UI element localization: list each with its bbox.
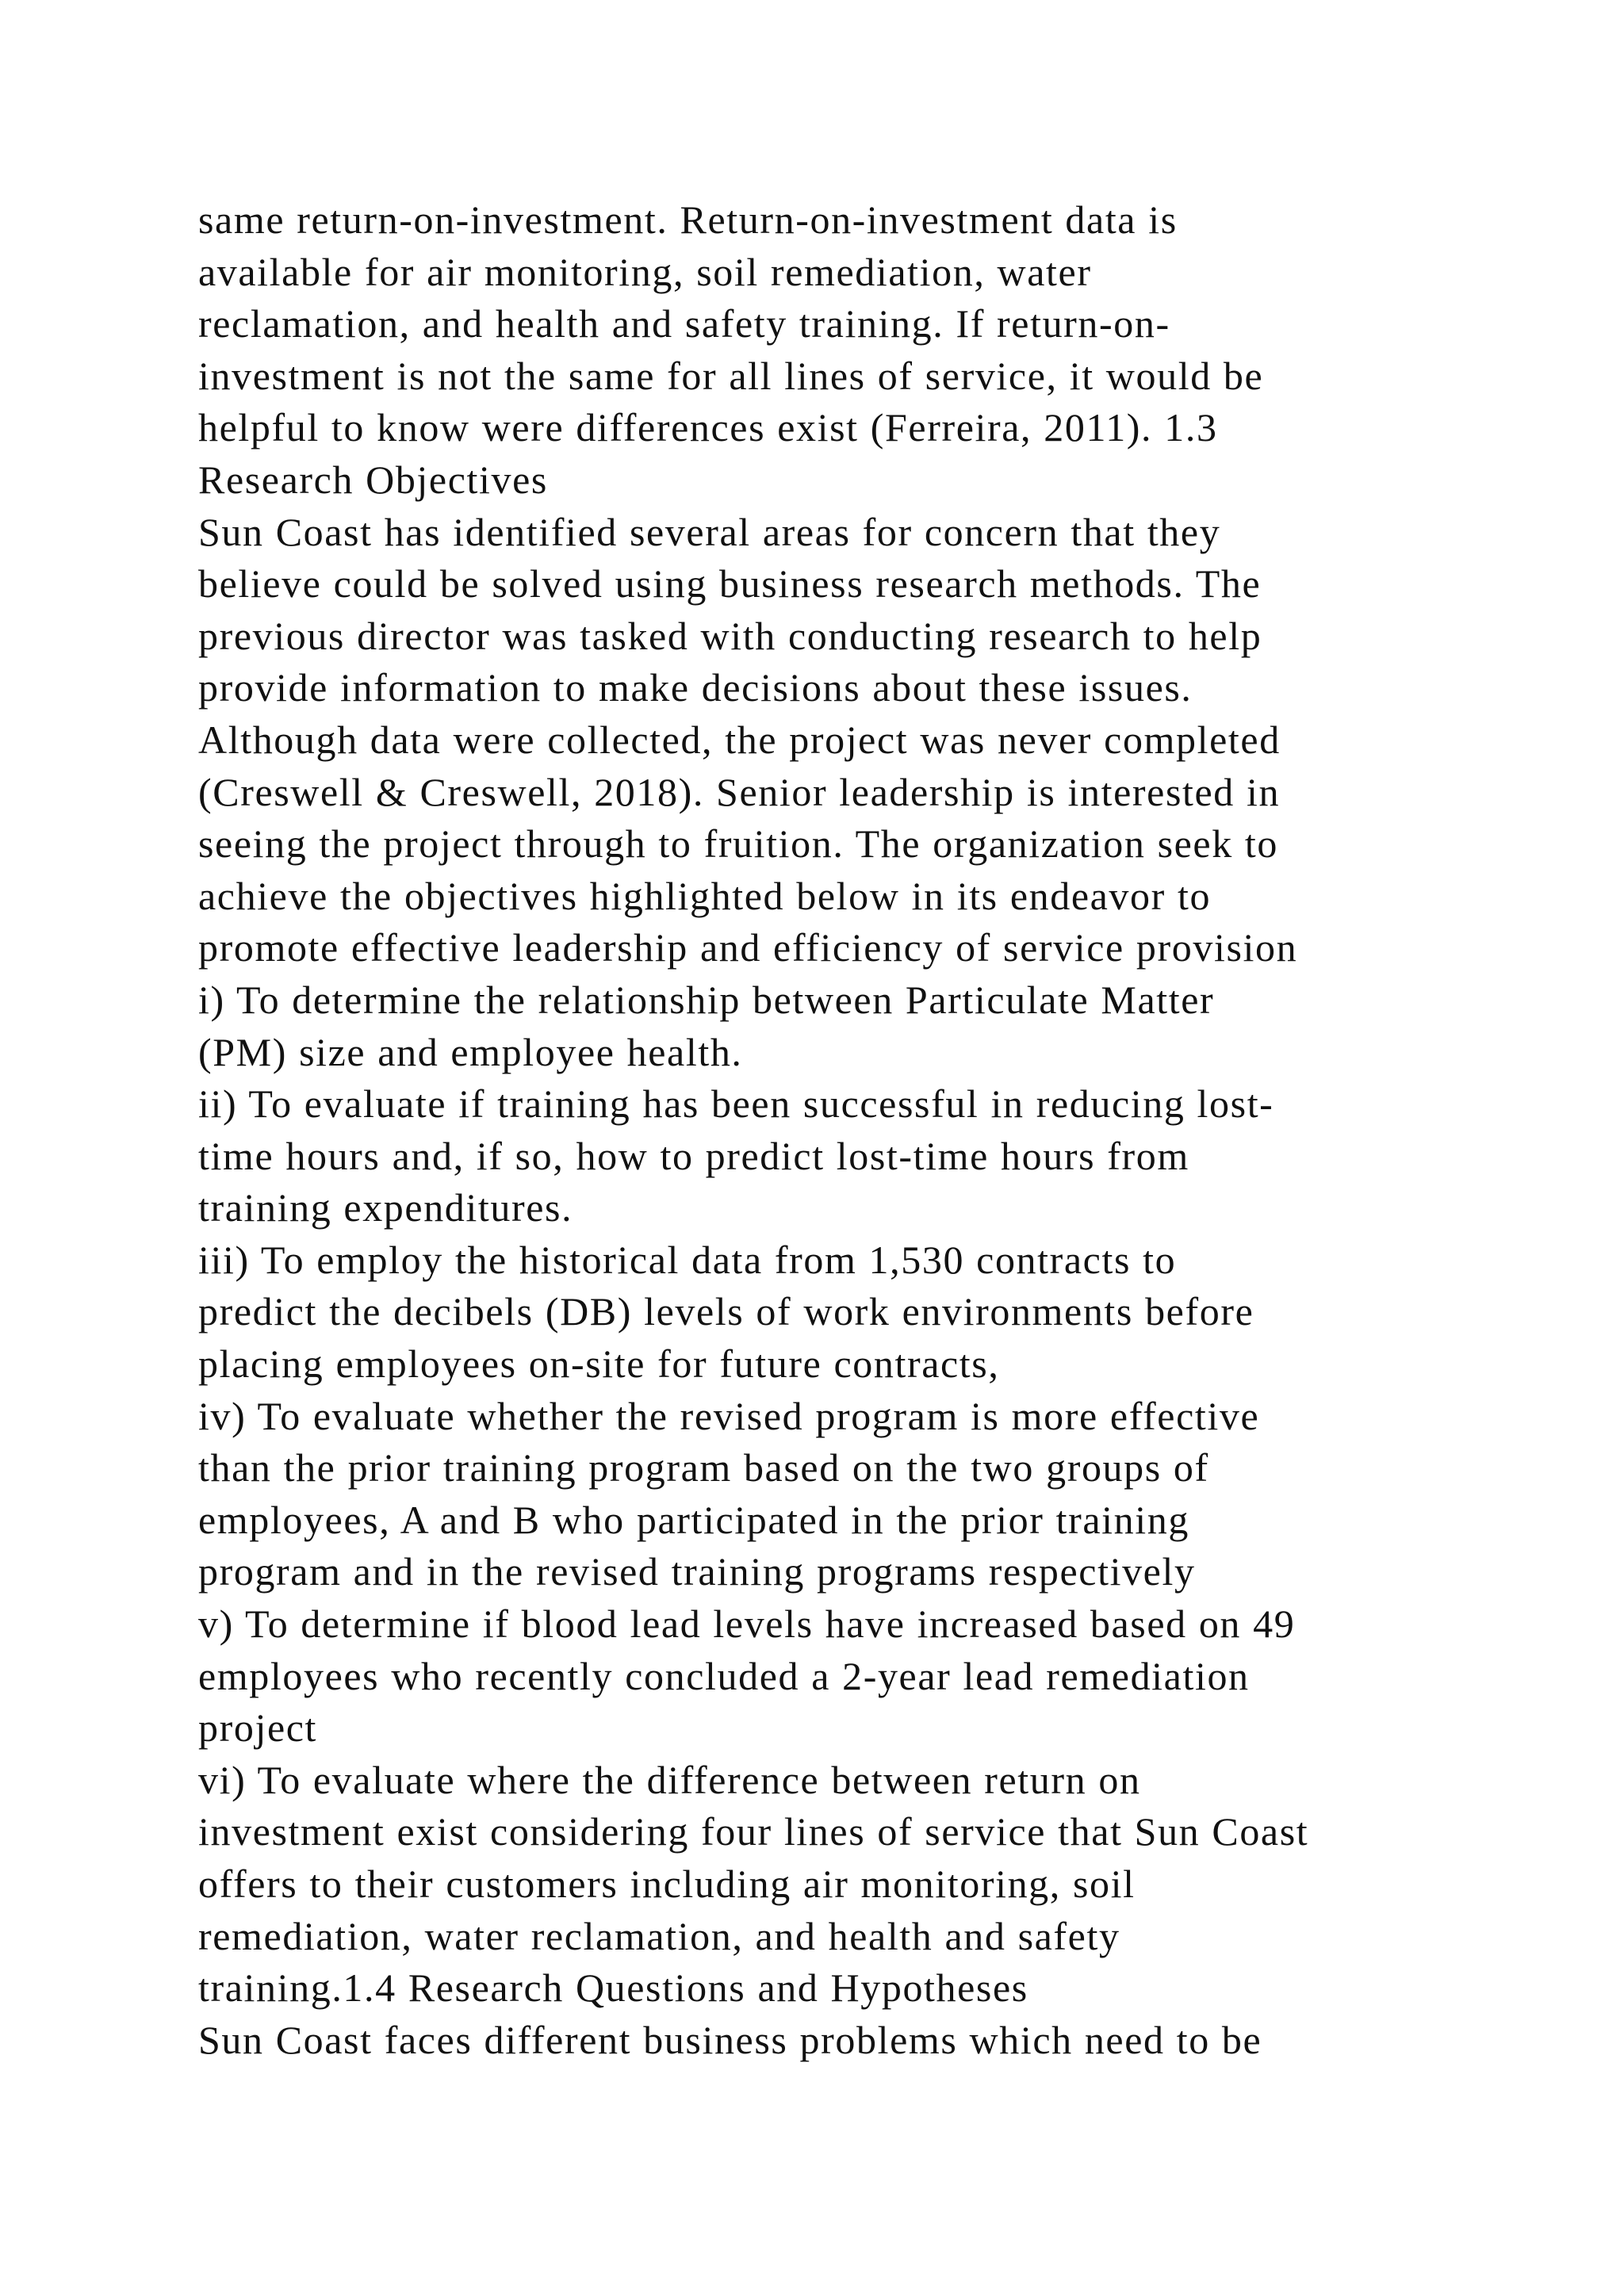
- text-line: previous director was tasked with conducting research to help: [198, 613, 1262, 658]
- objective-item: iii) To employ the historical data from 1,530 contracts to: [198, 1237, 1177, 1282]
- text-line: available for air monitoring, soil remediation, water: [198, 249, 1092, 294]
- objective-item: i) To determine the relationship between Particulate Matter: [198, 977, 1215, 1022]
- objective-item: iv) To evaluate whether the revised program is more effective: [198, 1393, 1260, 1438]
- text-line: investment is not the same for all lines of service, it would be: [198, 353, 1264, 398]
- section-heading-research-objectives: Research Objectives: [198, 457, 548, 502]
- text-line: provide information to make decisions about these issues.: [198, 665, 1193, 710]
- text-line: employees who recently concluded a 2-year lead remediation: [198, 1653, 1250, 1698]
- text-line: offers to their customers including air monitoring, soil: [198, 1862, 1136, 1906]
- text-line: placing employees on-site for future contracts,: [198, 1341, 1000, 1387]
- text-line: helpful to know were differences exist (Ferreira, 2011). 1.3: [198, 405, 1218, 450]
- text-line: employees, A and B who participated in the prior training: [198, 1497, 1189, 1542]
- text-line: investment exist considering four lines of service that Sun Coast: [198, 1809, 1309, 1854]
- text-line: than the prior training program based on the two groups of: [198, 1445, 1209, 1490]
- text-line: (Creswell & Creswell, 2018). Senior leadership is interested in: [198, 769, 1281, 814]
- text-line: same return-on-investment. Return-on-investment data is: [198, 197, 1178, 242]
- text-line: promote effective leadership and efficiency of service provision: [198, 925, 1298, 970]
- text-line: seeing the project through to fruition. The organization seek to: [198, 821, 1279, 867]
- text-line: project: [198, 1705, 318, 1751]
- objective-item: ii) To evaluate if training has been successful in reducing lost-: [198, 1081, 1274, 1127]
- document-body: [198, 194, 1499, 2066]
- text-line: Although data were collected, the project was never completed: [198, 717, 1281, 762]
- text-line: reclamation, and health and safety training. If return-on-: [198, 301, 1170, 346]
- text-line: Sun Coast has identified several areas for concern that they: [198, 509, 1221, 554]
- text-line: believe could be solved using business research methods. The: [198, 561, 1262, 607]
- text-line: Sun Coast faces different business problems which need to be: [198, 2017, 1262, 2062]
- text-line: (PM) size and employee health.: [198, 1029, 743, 1074]
- text-line: program and in the revised training programs respectively: [198, 1549, 1196, 1594]
- objective-item: vi) To evaluate where the difference between return on: [198, 1757, 1141, 1802]
- objective-item: v) To determine if blood lead levels have increased based on 49: [198, 1601, 1296, 1647]
- text-line: achieve the objectives highlighted below in its endeavor to: [198, 873, 1212, 918]
- text-line: time hours and, if so, how to predict lost-time hours from: [198, 1133, 1189, 1178]
- text-line: training expenditures.: [198, 1185, 573, 1230]
- text-line: remediation, water reclamation, and health and safety: [198, 1913, 1120, 1958]
- section-heading-research-questions: training.1.4 Research Questions and Hypotheses: [198, 1965, 1028, 2011]
- text-line: predict the decibels (DB) levels of work environments before: [198, 1289, 1254, 1334]
